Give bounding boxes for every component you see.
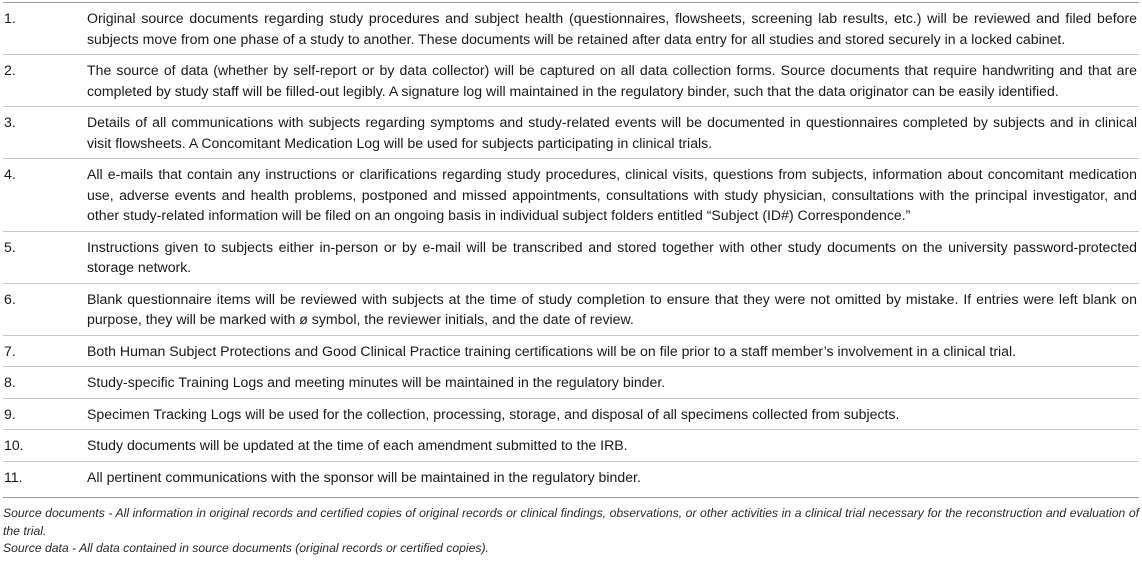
table-row [3, 284, 1139, 336]
row-number: 10. [4, 437, 24, 453]
table-row [3, 430, 1139, 462]
table-row [3, 107, 1139, 159]
row-number: 2. [4, 62, 16, 78]
row-text: Specimen Tracking Logs will be used for the collection, processing, storage, and disposal of all specimens collected from subjects. [87, 405, 900, 422]
table-row [3, 367, 1139, 399]
row-number: 11. [4, 468, 23, 485]
row-number: 6. [4, 290, 16, 307]
row-text: Original source documents regarding study procedures and subject health (questionnaires, flowsheets, screening lab results, etc.) will be reviewed and filed before subjects move from one phase of a study to another. These documents will be retained after data entry for all studies and stored securely in a locked cabinet. [87, 10, 1137, 47]
row-text: Details of all communications with subjects regarding symptoms and study-related events will be documented in questionnaires completed by subjects and in clinical visit flowsheets. A Concomitant Medication Log will be used for subjects participating in clinical trials. [87, 114, 1137, 151]
row-text: All e-mails that contain any instructions or clarifications regarding study procedures, clinical visits, questions from subjects, information about concomitant medication use, adverse events and health problems, postponed and missed appointments, consultations with study physician, consultations with the principal investigator, and other study-related information will be filed on an ongoing basis in individual subject folders entitled “Subject (ID#) Correspondence.” [87, 166, 1137, 223]
table-row [3, 3, 1139, 55]
table-row [3, 462, 1139, 493]
row-number: 7. [4, 342, 16, 359]
table-row [3, 55, 1139, 107]
table-row [3, 336, 1139, 368]
table-row [3, 399, 1139, 431]
row-number: 9. [4, 405, 16, 422]
table-row [3, 159, 1139, 232]
row-number: 4. [4, 166, 16, 182]
table-bottom-rule [3, 497, 1139, 498]
row-text: All pertinent communications with the sponsor will be maintained in the regulatory binder. [87, 468, 641, 485]
footnote-source-data: Source data - All data contained in source documents (original records or certified copies). [3, 541, 489, 555]
row-text: Study documents will be updated at the time of each amendment submitted to the IRB. [87, 437, 628, 453]
row-text: Both Human Subject Protections and Good Clinical Practice training certifications will be on file prior to a staff member’s involvement in a clinical trial. [87, 342, 1017, 359]
table-row [3, 232, 1139, 284]
row-number: 8. [4, 374, 16, 390]
row-text: Blank questionnaire items will be reviewed with subjects at the time of study completion to ensure that they were not omitted by mistake. If entries were left blank on purpose, they will be marked with ø symbol, the reviewer initials, and the date of review. [87, 290, 1137, 327]
footnote-source-documents: Source documents - All information in original records and certified copies of original records or clinical findings, observations, or other activities in a clinical trial necessary for the reconstruction and evaluation of the trial. [3, 506, 1139, 538]
row-number: 1. [4, 10, 16, 26]
row-text: The source of data (whether by self-report or by data collector) will be captured on all data collection forms. Source documents that require handwriting and that are completed by study staff will be filled-out legibly. A signature log will maintained in the regulatory binder, such that the data originator can be easily identified. [87, 62, 1137, 99]
row-text: Study-specific Training Logs and meeting minutes will be maintained in the regulatory binder. [87, 374, 666, 390]
row-number: 3. [4, 114, 16, 130]
table-footnotes [3, 505, 1139, 558]
row-text: Instructions given to subjects either in-person or by e-mail will be transcribed and stored together with other study documents on the university password-protected storage network. [87, 238, 1137, 275]
table-body [3, 3, 1139, 492]
row-number: 5. [4, 238, 16, 255]
